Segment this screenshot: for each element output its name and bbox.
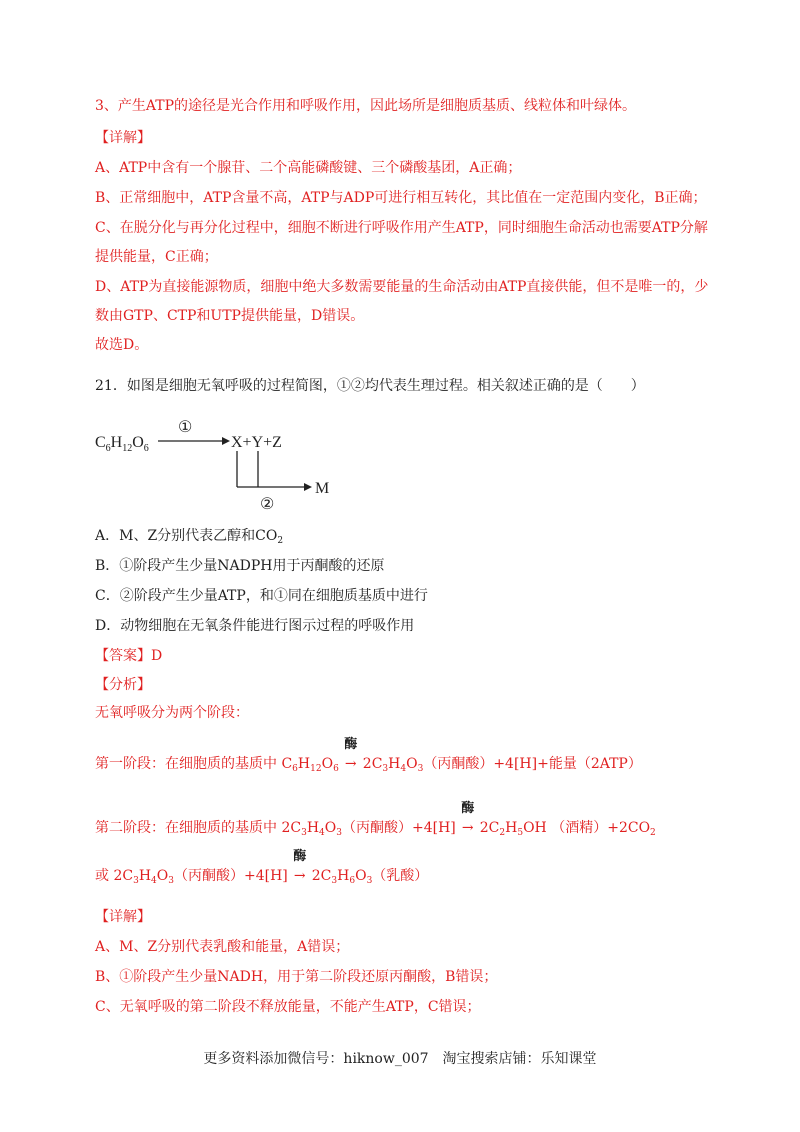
- enzyme-label: 酶: [293, 849, 307, 864]
- products-xyz: X+Y+Z: [231, 434, 282, 451]
- conclusion: 故选D。: [95, 337, 149, 353]
- footer: 更多资料添加微信号：hiknow_007 淘宝搜索店铺：乐知课堂: [203, 1051, 597, 1067]
- step-1-label: ①: [178, 419, 193, 436]
- question-21: 21．如图是细胞无氧呼吸的过程简图，①②均代表生理过程。相关叙述正确的是（ ）: [95, 378, 645, 394]
- detail-a: A、ATP中含有一个腺苷、二个高能磷酸键、三个磷酸基团，A正确；: [95, 160, 522, 176]
- detail-heading-1: 【详解】: [95, 130, 151, 146]
- detail-d-1: D、ATP为直接能源物质，细胞中绝大多数需要能量的生命活动由ATP直接供能，但不是唯一的，少: [95, 279, 709, 295]
- answer: 【答案】D: [95, 648, 163, 664]
- detail-b: B、正常细胞中，ATP含量不高，ATP与ADP可进行相互转化，其比值在一定范围内变化，B正确；: [95, 190, 707, 206]
- equation-stage-2: 第二阶段：在细胞质的基质中 $2C_3H_4O_3$（丙酮酸）+4[H] 酶 → $2C_2H_5OH$ （酒精）$+2CO_2$: [95, 801, 656, 838]
- detail2-b: B、①阶段产生少量NADH，用于第二阶段还原丙酮酸，B错误；: [95, 969, 498, 985]
- equation-stage-1: 第一阶段：在细胞质的基质中 $C_6H_{12}O_6$ 酶 → $2C_3H_4O_3$（丙酮酸）+4[H]+能量（2ATP）: [95, 737, 642, 774]
- option-a: A．M、Z分别代表乙醇和$CO_2$: [95, 528, 284, 546]
- enzyme-label: 酶: [344, 737, 358, 752]
- detail2-a: A、M、Z分别代表乳酸和能量，A错误；: [95, 939, 350, 955]
- equation-lactate: 或 $2C_3H_4O_3$（丙酮酸）+4[H] 酶 → $2C_3H_6O_3$（乳酸）: [95, 849, 429, 886]
- analysis-intro: 无氧呼吸分为两个阶段：: [95, 705, 249, 721]
- option-d: D．动物细胞在无氧条件能进行图示过程的呼吸作用: [95, 618, 415, 634]
- step-2-label: ②: [260, 496, 275, 512]
- enzyme-arrow: 酶 →: [288, 866, 312, 886]
- respiration-diagram: [90, 412, 350, 512]
- analysis-heading: 【分析】: [95, 677, 151, 693]
- detail-heading-2: 【详解】: [95, 909, 151, 925]
- detail2-c: C、无氧呼吸的第二阶段不释放能量，不能产生ATP，C错误；: [95, 999, 481, 1015]
- detail-c-2: 提供能量，C正确；: [95, 249, 218, 265]
- detail-d-2: 数由GTP、CTP和UTP提供能量，D错误。: [95, 308, 365, 324]
- arrow-step-1-head: [222, 437, 230, 445]
- product-m: M: [315, 480, 330, 497]
- option-c: C．②阶段产生少量ATP，和①同在细胞质基质中进行: [95, 588, 428, 604]
- option-b: B．①阶段产生少量NADPH用于丙酮酸的还原: [95, 558, 385, 574]
- detail-c-1: C、在脱分化与再分化过程中，细胞不断进行呼吸作用产生ATP，同时细胞生命活动也需要ATP分解: [95, 220, 708, 236]
- enzyme-arrow: 酶 →: [456, 818, 480, 838]
- line-atp-pathway: 3、产生ATP的途径是光合作用和呼吸作用，因此场所是细胞质基质、线粒体和叶绿体。: [95, 98, 637, 114]
- enzyme-arrow: 酶 →: [339, 754, 363, 774]
- reactant-glucose: $C_6H_{12}O_6$: [95, 434, 149, 454]
- arrow-step-2-head: [304, 483, 312, 491]
- enzyme-label: 酶: [461, 801, 475, 816]
